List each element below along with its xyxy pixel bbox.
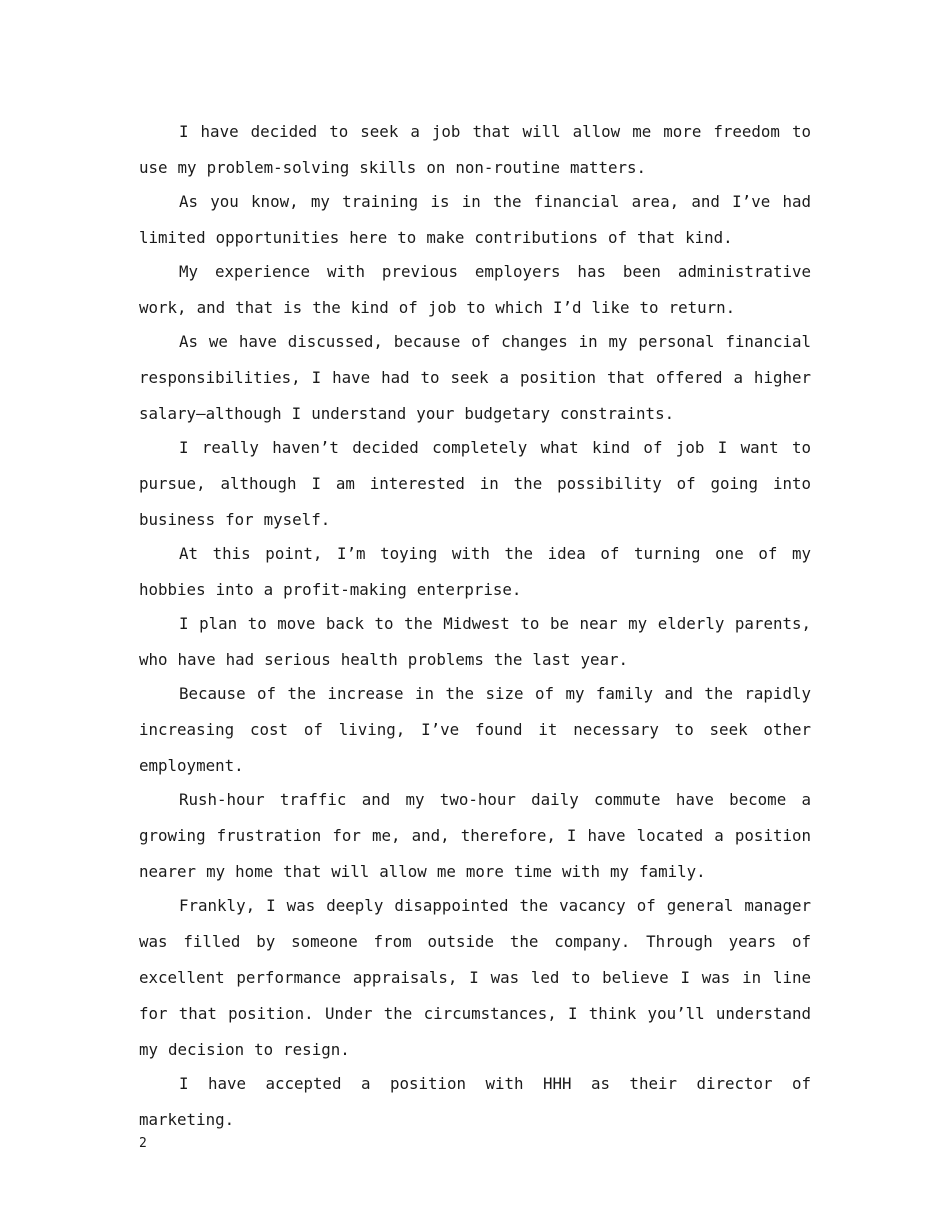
paragraph-2: As you know, my training is in the financial area, and I’ve had limited opportunities here to make contributions of that kind. [139, 192, 811, 247]
paragraph-1: I have decided to seek a job that will allow me more freedom to use my problem-solving skills on non-routine matters. [139, 122, 811, 177]
paragraph-7: I plan to move back to the Midwest to be near my elderly parents, who have had serious health problems the last year. [139, 614, 811, 669]
paragraph-6: At this point, I’m toying with the idea of turning one of my hobbies into a profit-making enterprise. [139, 544, 811, 599]
page-number: 2 [139, 1136, 147, 1151]
paragraph-11: I have accepted a position with HHH as their director of marketing. [139, 1074, 811, 1129]
paragraph-5: I really haven’t decided completely what kind of job I want to pursue, although I am interested in the possibility of going into business for myself. [139, 438, 811, 529]
paragraph-4: As we have discussed, because of changes in my personal financial responsibilities, I have had to seek a position that offered a higher salary–although I understand your budgetary constraints. [139, 332, 811, 423]
paragraph-9: Rush-hour traffic and my two-hour daily commute have become a growing frustration for me, and, therefore, I have located a position nearer my home that will allow me more time with my family. [139, 790, 811, 881]
paragraph-8: Because of the increase in the size of my family and the rapidly increasing cost of living, I’ve found it necessary to seek other employment. [139, 684, 811, 775]
document-body [139, 114, 811, 1138]
paragraph-10: Frankly, I was deeply disappointed the vacancy of general manager was filled by someone from outside the company. Through years of excellent performance appraisals, I was led to believe I was in line for that position. Under the circumstances, I think you’ll understand my decision to resign. [139, 896, 811, 1059]
paragraph-3: My experience with previous employers has been administrative work, and that is the kind of job to which I’d like to return. [139, 262, 811, 317]
